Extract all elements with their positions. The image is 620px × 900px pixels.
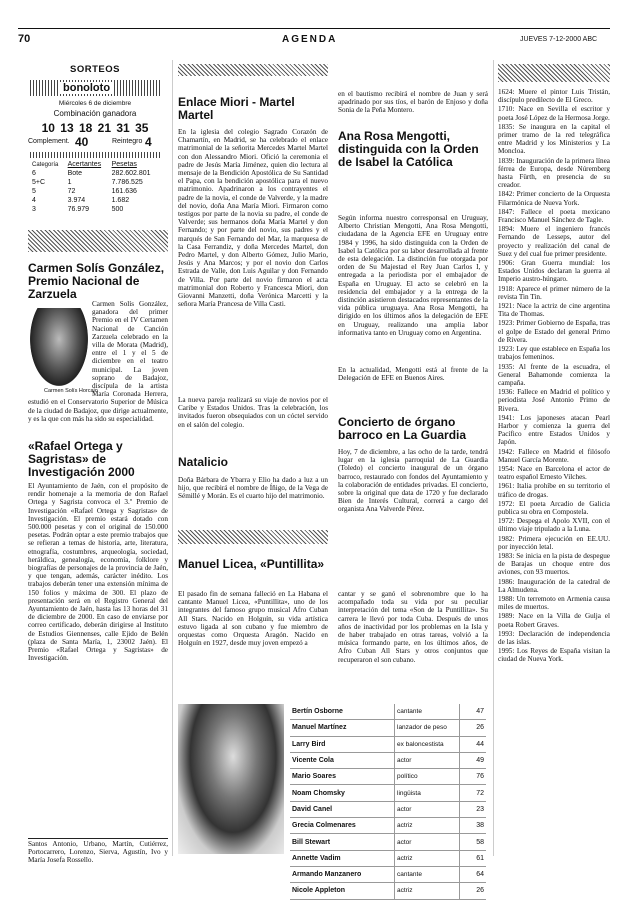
santos-footer: Santos Antonio, Urbano, Martín, Cutiérrez, Portocarrero, Lorenzo, Sierva, Agustín, Ivo y María Josefa Rossello. xyxy=(28,840,168,865)
table-row: Noam Chomsky lingüista 72 xyxy=(290,785,486,801)
section-title: AGENDA xyxy=(282,34,338,45)
table-row: Grecia Colmenares actriz 38 xyxy=(290,818,486,834)
dateline: JUEVES 7-12-2000 ABC xyxy=(520,36,598,43)
list-item: 1906: Gran Guerra mundial: los Estados Unidos declaran la guerra al Imperio austro-húngaro. xyxy=(498,259,610,284)
solis-caption: Carmen Solís Horcajo xyxy=(44,388,98,394)
agenda-top-pattern xyxy=(498,64,610,82)
solis-headline: Carmen Solís González, Premio Nacional de Zarzuela xyxy=(28,261,165,301)
divider-bar xyxy=(30,152,162,158)
winning-numbers xyxy=(30,121,160,135)
draw-date: Miércoles 6 de diciembre xyxy=(58,100,132,107)
table-row: Larry Bird ex baloncestista 44 xyxy=(290,736,486,752)
complementario-value: 40 xyxy=(75,135,89,149)
combination-label: Combinación ganadora xyxy=(53,109,137,118)
complementario-label: Complement. xyxy=(28,138,70,145)
licea-top-pattern xyxy=(178,530,328,544)
list-item: 1986: Inauguración de la catedral de La Almudena. xyxy=(498,577,610,594)
licea-body: El pasado fin de semana falleció en La Habana el cantante Manuel Licea, «Puntillita», uno de los integrantes del famoso grupo musical Afro Cuban All Stars. Nacido en Holguín, su vida artística estuvo ligada al son cubano y fue miembro de orquestas como Orquesta Aragón. Nacido en Holguín en 1927, desde muy joven empezó a xyxy=(178,590,328,648)
list-item: 1710: Nace en Sevilla el escritor y poeta José López de la Hermosa Jorge. xyxy=(498,105,610,122)
list-item: 1995: Los Reyes de España visitan la ciudad de Nueva York. xyxy=(498,647,610,664)
ortega-rule xyxy=(28,838,168,839)
list-item: 1961: Italia prohíbe en su territorio el tráfico de drogas. xyxy=(498,482,610,499)
list-item: 1954: Nace en Barcelona el actor de teatro español Ernesto Vilches. xyxy=(498,464,610,482)
licea-headline: Manuel Licea, «Puntillita» xyxy=(178,557,325,571)
page-number: 70 xyxy=(18,33,31,45)
list-item: 1921: Nace la actriz de cine argentina Tita de Thomas. xyxy=(498,302,610,319)
list-item: 1989: Nace en la Villa de Gulja el poeta Robert Graves. xyxy=(498,612,610,629)
table-row: 5+C 1 7.786.525 xyxy=(32,179,143,186)
list-item: 1847: Fallece el poeta mexicano Francisco Manuel Sánchez de Tagle. xyxy=(498,207,610,225)
header-rule xyxy=(18,28,610,29)
natalicio-body: Doña Bárbara de Ybarra y Elio ha dado a luz a un hijo, que recibirá el nombre de Íñigo, de la Vega de Sémillé y Morán. Es el cuarto hijo del matrimonio. xyxy=(178,476,328,501)
table-row: Bertín Osborne cantante 47 xyxy=(290,704,486,720)
list-item: 1993: Declaración de independencia de las islas. xyxy=(498,629,610,646)
enlace-top-pattern xyxy=(178,64,328,76)
ortega-body: El Ayuntamiento de Jaén, con el propósito de rendir homenaje a la memoria de don Rafael Ortega y Sagrista convoca el 3.º Premio de Investigación «Rafael Ortega y Sagristas» de Investigación. El premio estará dotado con 500.000 pesetas y con el original de 150.000 pesetas. Podrán optar a este premio trabajos que se refieran a temas de historia, arte, literatura, etnografía, costumbres, arqueología, sociedad, heráldica, genealogía, economía, folklore y biografías de personajes de la provincia de Jaén, y que tengan, además, carácter inédito. Los trabajos deberán tener una extensión mínima de 150 folios y máxima de 300. El plazo de presentación será en el Registro General del Ayuntamiento de Jaén, hasta las 13 horas del 31 de diciembre de 2000. En caso de enviarse por correo certificado, deberán dirigirse al Instituto de Estudios Giennenses, calle Ejido de Belén (plaza de Santa María, 1, 23002 Jaén). El Premio «Rafael Ortega y Sagristas» de Investigación. xyxy=(28,482,168,663)
table-row: Vicente Cola actor 49 xyxy=(290,752,486,768)
reintegro-value: 4 xyxy=(145,135,152,149)
table-row: 5 72 161.636 xyxy=(32,188,137,195)
solis-body: Carmen Solís González, ganadora del primer Premio en el IV Certamen Nacional de Canción Zarzuela celebrado en la villa de Morata (Madrid), entre el 1 y el 5 de diciembre en el teatro municipal. La joven soprano de Badajoz, discípula de la artista María Coronada Herrera, estudió en el Conservatorio Superior de Música de la ciudad de Badajoz, que dirige actualmente, y es la que con más ha sido su especialidad. xyxy=(28,300,168,423)
efemerides-list xyxy=(498,88,610,856)
list-item: 1941: Los japoneses atacan Pearl Harbor y comienza la guerra del Pacífico entre Estados Unidos y Japón. xyxy=(498,413,610,447)
licea-body-2: cantar y se ganó el sobrenombre que lo ha acompañado toda su vida por su peculiar interpretación del tema «Son de la Puntillita». Su carrera le llevó por toda Cuba. Después de unos años de inactividad por los problemas en la Isla y de haber trabajado en otras tareas, volvió a la música formando parte, en los últimos años, de Afro Cuban All Stars y otros conjuntos que recuperaron el son cubano. xyxy=(338,590,488,664)
list-item: 1839: Inauguración de la primera línea férrea de Europa, desde Núremberg hasta Fürth, en presencia de su creador. xyxy=(498,156,610,190)
birthdays-table xyxy=(290,704,486,900)
table-row: 3 76.979 500 xyxy=(32,206,124,213)
mengotti-headline: Ana Rosa Mengotti, distinguida con la Orden de Isabel la Católica xyxy=(338,129,479,169)
enlace-body: En la iglesia del colegio Sagrado Corazón de Chamartín, en Madrid, se ha celebrado el enlace matrimonial de la señorita Mercedes Martel Martel con don Alessandro Miori. Ofició la ceremonia el padre de Jesús María Jiménez, quien dio lectura al mensaje de la Bendición Apostólica de Su Santidad el Papa, con la bendición apostólica para el nuevo matrimonio. Apadrinaron a los contrayentes el padre de la novia, el conde de Valverde, y la madre del novio, doña Ana María Miori. Firmaron como testigos por parte de la novia su padre, el conde de Valverde; sus hermanos doña María Martel y don Fernando; y por parte del novio, sus padres y el marqués de San Fernando del Mar, la marquesa de la Casa Ferrandiz, y doña Mercedes Martel, don Pedro Martel, y don Alberto Gómez, Julio Mario, Jesús y Ana Marcos; y por el novio don Carlos Estrada de Valle, don Luis Aguilar y don Fernando de Villa. Por parte del novio firmaron el acta matrimonial don Roberto y Francesca Miori, don Giovanni Manzetti, doña Verónica Marcetti y la señora María Prancesa de Villa Casti. xyxy=(178,128,328,309)
list-item: 1923: Ley que establece en España los trabajos femeninos. xyxy=(498,345,610,362)
mengotti-body: Según informa nuestro corresponsal en Uruguay, Alberto Christian Mengotti, Ana Rosa Mengotti, ciudadana de la Agencia EFE en Uruguay entre 1984 y 1996, ha sido distinguida con la Orden de Isabel la Católica por su labor desarrollada al frente de esta delegación. La distinción fue otorgada por orden de Su Majestad el Rey Juan Carlos I, y entregada a la periodista por el embajador de España en Uruguay. El acto se celebró en la residencia del embajador y a la entrega de la distinción asistieron destacados representantes de la vida pública uruguaya. Ana Rosa Mengotti, ha dirigido en los últimos años la delegación de EFE en Uruguay, realizando una amplia labor informativa tanto en Uruguay como en Argentina. xyxy=(338,214,488,337)
list-item: 1842: Primer concierto de la Orquesta Filarmónica de Nueva York. xyxy=(498,190,610,207)
number: 13 xyxy=(60,121,74,135)
mengotti-extra: En la actualidad, Mengotti está al frente de la Delegación de EFE en Buenos Aires. xyxy=(338,366,488,383)
enlace-headline: Enlace Miori - Martel Martel xyxy=(178,95,295,122)
concierto-headline: Concierto de órgano barroco en La Guardia xyxy=(338,415,467,442)
table-row: Manuel Martínez lanzador de peso 26 xyxy=(290,720,486,736)
table-row: Mario Soares político 76 xyxy=(290,769,486,785)
table-row: Bill Stewart actor 58 xyxy=(290,834,486,850)
sorteos-bottom-pattern xyxy=(28,230,168,252)
list-item: 1972: El poeta Arcadio de Galicia publica su obra en Compostela. xyxy=(498,499,610,516)
enlace-extra: La nueva pareja realizará su viaje de novios por el Caribe y Estados Unidos. Tras la celebración, los invitados fueron obsequiados con un cóctel servido en el salón del colegio. xyxy=(178,396,328,429)
number: 21 xyxy=(97,121,112,135)
photo-spacer xyxy=(28,300,92,392)
list-item: 1936: Fallece en Madrid el político y periodista José Antonio Primo de Rivera. xyxy=(498,388,610,413)
list-item: 1988: Un terremoto en Armenia causa miles de muertos. xyxy=(498,594,610,612)
table-row: Armando Manzanero cantante 64 xyxy=(290,866,486,882)
list-item: 1918: Aparece el primer número de la revista Tin Tin. xyxy=(498,284,610,301)
solis-body-wrap xyxy=(28,300,168,423)
number: 18 xyxy=(78,121,93,135)
table-row: 6 Bote 282.602.801 xyxy=(32,170,151,177)
bonoloto-logo: bonoloto xyxy=(30,80,160,96)
table-row: 4 3.974 1.682 xyxy=(32,197,130,204)
sorteos-box xyxy=(30,64,160,135)
number: 35 xyxy=(135,121,149,135)
list-item: 1983: Se inicia en la pista de despegue de Barajas un choque entre dos aviones, con 93 muertos. xyxy=(498,551,610,577)
table-row: Annette Vadim actriz 61 xyxy=(290,850,486,866)
prize-table xyxy=(30,160,160,214)
table-row: David Canel actor 23 xyxy=(290,801,486,817)
list-item: 1942: Fallece en Madrid el filósofo Manuel García Morente. xyxy=(498,447,610,464)
list-item: 1972: Despega el Apolo XVII, con el último viaje tripulado a la Luna. xyxy=(498,517,610,534)
sorteos-title: SORTEOS xyxy=(70,64,120,75)
natalicio-headline: Natalicio xyxy=(178,455,229,469)
list-item: 1894: Muere el ingeniero francés Fernando de Lesseps, autor del proyecto y realización del canal de Suez y del cual fue primer presidente. xyxy=(498,225,610,258)
column-divider xyxy=(493,60,494,856)
mengotti-top: en el bautismo recibirá el nombre de Juan y será apadrinado por sus tíos, el barón de Enjoso y doña Sonia de la Peña Montero. xyxy=(338,90,488,115)
list-item: 1624: Muere el pintor Luis Tristán, discípulo predilecto de El Greco. xyxy=(498,88,610,105)
list-item: 1935: Al frente de la escuadra, el General Bahamonde comienza la campaña. xyxy=(498,362,610,387)
list-item: 1982: Primera ejecución en EE.UU. por inyección letal. xyxy=(498,534,610,551)
list-item: 1835: Se inaugura en la capital el primer tramo de la red telegráfica entre Madrid y los Ministerios y La Moncloa. xyxy=(498,122,610,156)
column-divider xyxy=(172,60,173,856)
concierto-body: Hoy, 7 de diciembre, a las ocho de la tarde, tendrá lugar en la iglesia parroquial de La Guardia (Toledo) el concierto inaugural de un órgano barroco, restaurado con fondos del Ayuntamiento y la colaboración de entidades privadas. El concierto, sobre la original que data de 1720 y fue declarado Bien de Interés Cultural, correrá a cargo del organista Ana Valverde Pérez. xyxy=(338,448,488,514)
number: 31 xyxy=(116,121,130,135)
osborne-photo xyxy=(178,704,284,854)
list-item: 1923: Primer Gobierno de España, tras el golpe de Estado del general Primo de Rivera. xyxy=(498,319,610,344)
table-row: Nicole Appleton actriz 26 xyxy=(290,883,486,899)
table-header: Categoría Acertantes Pesetas xyxy=(32,161,137,168)
reintegro-label: Reintegro xyxy=(112,138,143,145)
ortega-headline: «Rafael Ortega y Sagristas» de Investigación 2000 xyxy=(28,439,135,479)
number: 10 xyxy=(41,121,55,135)
